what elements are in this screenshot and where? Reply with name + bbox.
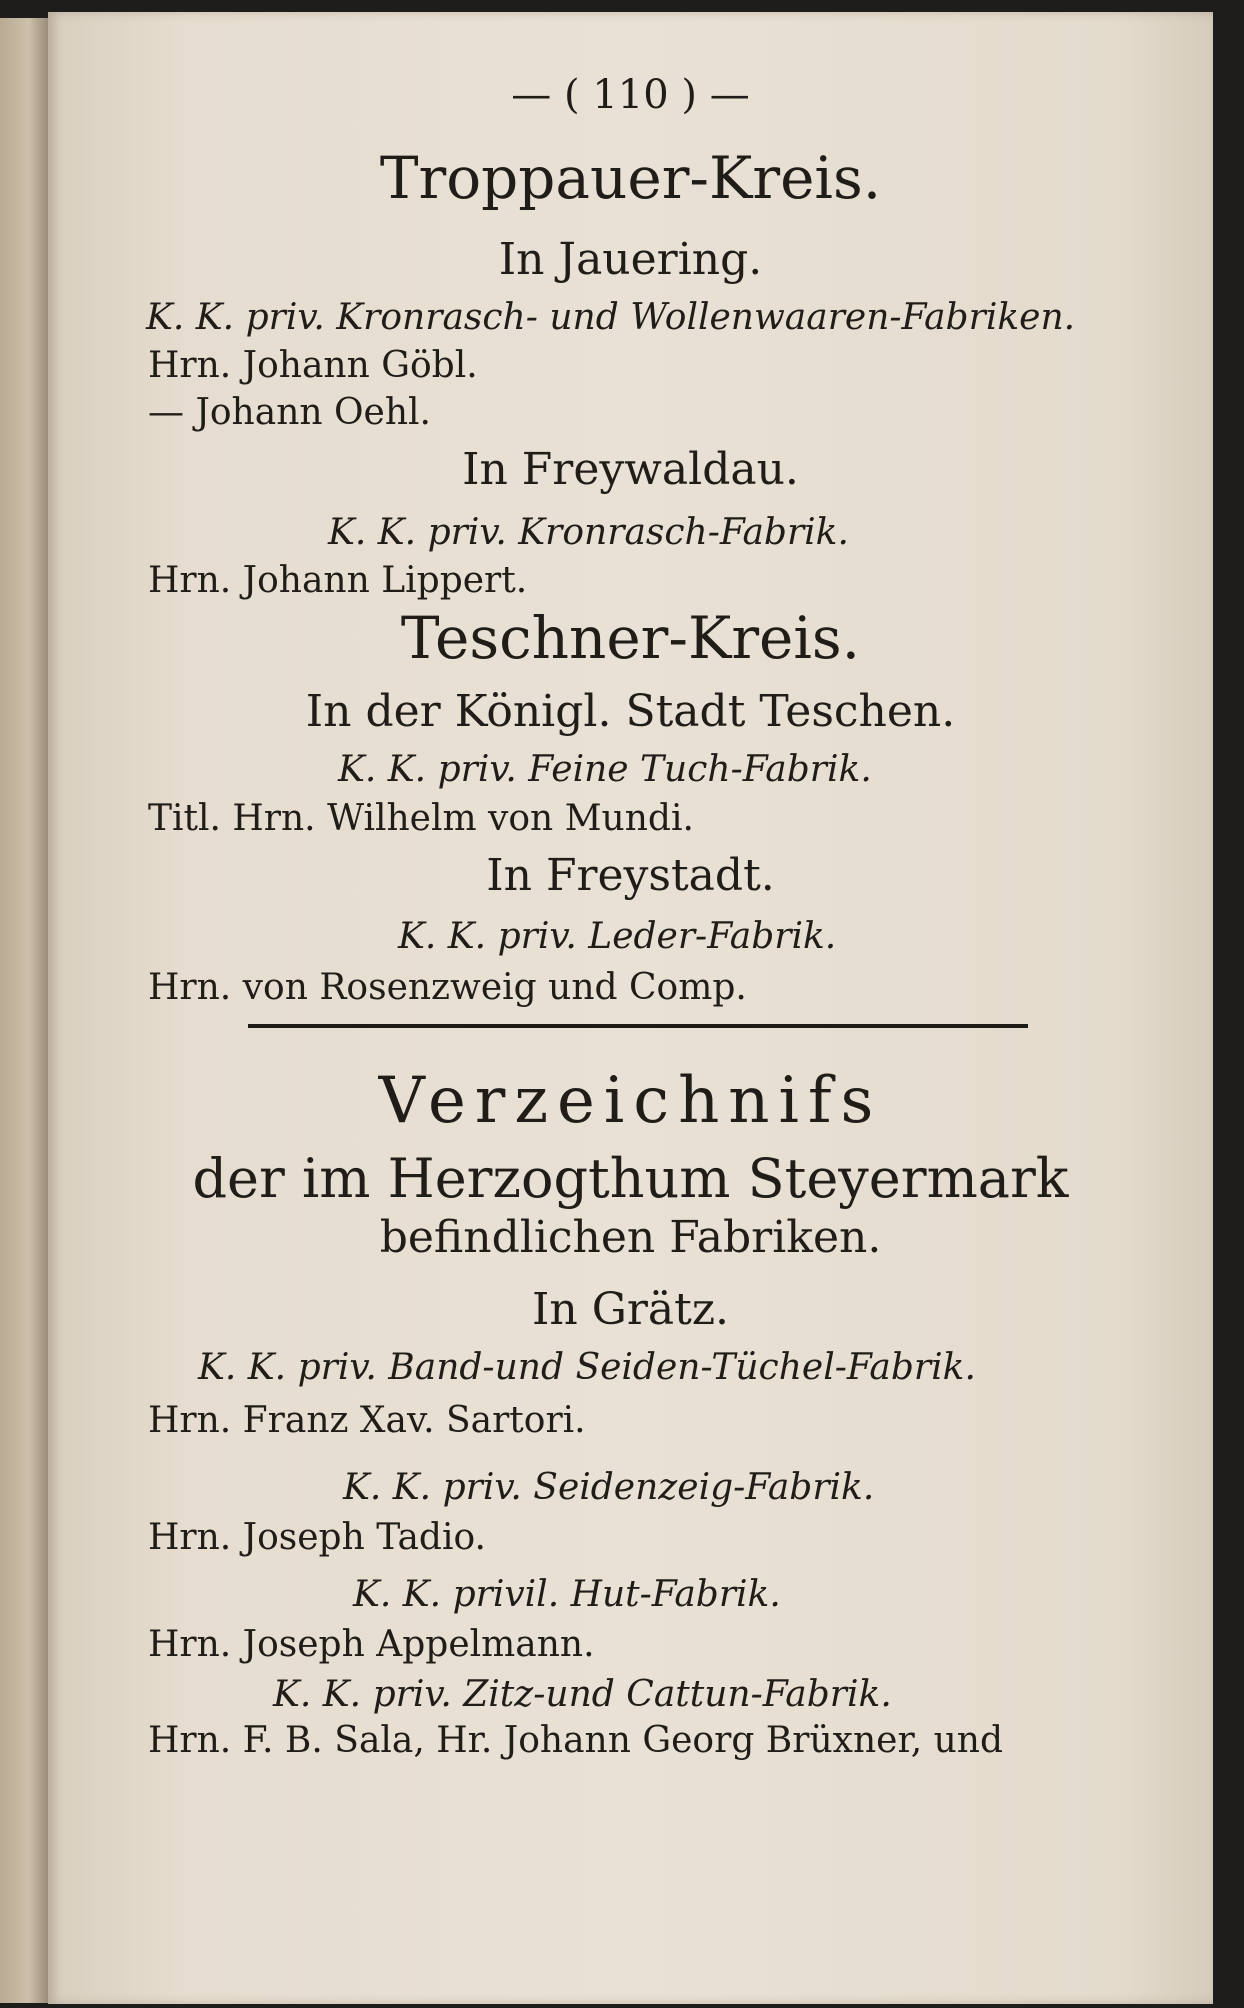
page-number: — ( 110 ) — <box>511 72 750 118</box>
factory-line: K. K. priv. Seidenzeig-Fabrik. <box>343 1467 875 1508</box>
owner-line: Hrn. Johann Göbl. <box>148 345 478 386</box>
place-heading-teschen: In der Königl. Stadt Teschen. <box>305 686 956 737</box>
owner-line: Hrn. von Rosenzweig und Comp. <box>148 967 747 1008</box>
place-heading-freywaldau: In Freywaldau. <box>462 444 799 495</box>
factory-line: K. K. priv. Leder-Fabrik. <box>398 916 837 957</box>
factory-line: K. K. priv. Zitz-und Cattun-Fabrik. <box>273 1674 892 1715</box>
owner-line: Hrn. F. B. Sala, Hr. Johann Georg Brüxner, und <box>148 1720 1003 1761</box>
subtitle-line: befindlichen Fabriken. <box>379 1212 882 1263</box>
facing-page-edge <box>0 18 52 2003</box>
owner-line: Hrn. Joseph Tadio. <box>148 1517 486 1558</box>
factory-line: K. K. priv. Feine Tuch-Fabrik. <box>338 749 872 790</box>
place-heading-jauering: In Jauering. <box>498 234 763 285</box>
owner-line: — Johann Oehl. <box>148 392 431 433</box>
owner-line: Titl. Hrn. Wilhelm von Mundi. <box>148 798 694 839</box>
factory-line: K. K. priv. Kronrasch-Fabrik. <box>328 512 849 553</box>
section-title-verzeichniss: Verzeichnifs <box>378 1064 883 1138</box>
subtitle-line: der im Herzogthum Steyermark <box>192 1147 1069 1210</box>
section-title-teschen: Teschner-Kreis. <box>400 604 861 672</box>
factory-line: K. K. priv. Band-und Seiden-Tüchel-Fabrik. <box>198 1347 976 1388</box>
place-heading-graetz: In Grätz. <box>532 1284 729 1335</box>
owner-line: Hrn. Joseph Appelmann. <box>148 1624 595 1665</box>
section-title-troppau: Troppauer-Kreis. <box>379 144 882 212</box>
factory-line: K. K. privil. Hut-Fabrik. <box>353 1574 781 1615</box>
section-divider <box>248 1024 1028 1028</box>
owner-line: Hrn. Franz Xav. Sartori. <box>148 1400 586 1441</box>
place-heading-freystadt: In Freystadt. <box>486 850 775 901</box>
book-page <box>48 12 1213 2004</box>
owner-line: Hrn. Johann Lippert. <box>148 560 528 601</box>
factory-line: K. K. priv. Kronrasch- und Wollenwaaren-Fabriken. <box>146 297 1076 338</box>
